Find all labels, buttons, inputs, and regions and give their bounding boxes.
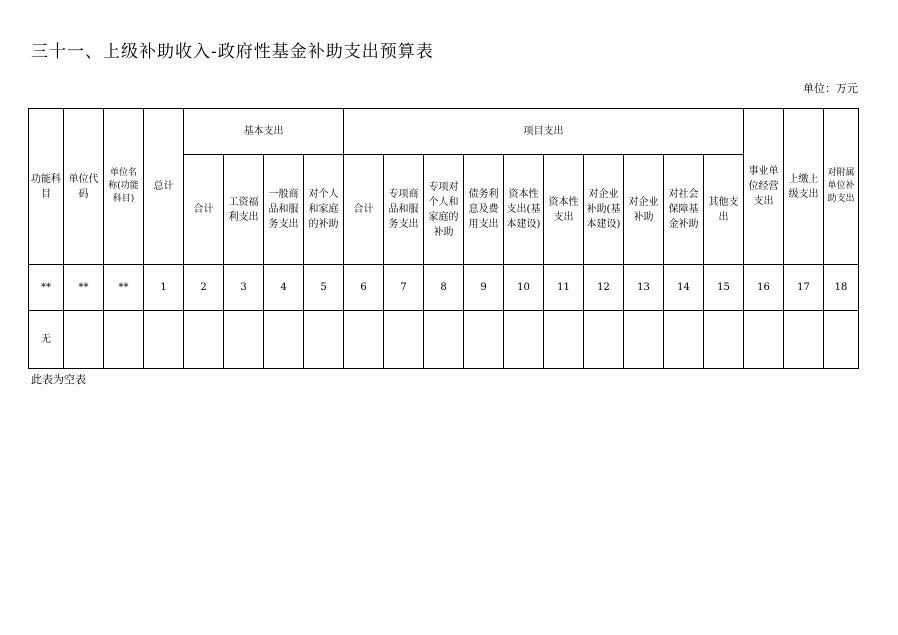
header-cell: 合计 xyxy=(344,155,384,265)
header-cell: 工资福利支出 xyxy=(224,155,264,265)
data-cell xyxy=(104,311,144,369)
index-cell: 7 xyxy=(384,265,424,311)
header-row-groups xyxy=(29,109,859,155)
header-cell: 上缴上级支出 xyxy=(784,109,824,265)
group-header-project: 项目支出 xyxy=(344,109,744,155)
index-cell: 4 xyxy=(264,265,304,311)
page-title: 三十一、上级补助收入-政府性基金补助支出预算表 xyxy=(31,42,434,62)
data-cell xyxy=(704,311,744,369)
header-cell: 功能科目 xyxy=(29,109,64,265)
header-cell: 专项对个人和家庭的补助 xyxy=(424,155,464,265)
index-cell: 12 xyxy=(584,265,624,311)
index-cell: 17 xyxy=(784,265,824,311)
data-cell: 无 xyxy=(29,311,64,369)
header-cell: 对个人和家庭的补助 xyxy=(304,155,344,265)
index-cell: 18 xyxy=(824,265,859,311)
unit-label: 单位：万元 xyxy=(803,82,858,95)
empty-table-note: 此表为空表 xyxy=(31,373,86,386)
data-cell xyxy=(384,311,424,369)
index-cell: 10 xyxy=(504,265,544,311)
header-cell: 其他支出 xyxy=(704,155,744,265)
header-cell: 总计 xyxy=(144,109,184,265)
budget-table xyxy=(28,108,859,369)
data-cell xyxy=(504,311,544,369)
data-cell xyxy=(184,311,224,369)
index-cell: 9 xyxy=(464,265,504,311)
header-cell: 事业单位经营支出 xyxy=(744,109,784,265)
index-cell: 5 xyxy=(304,265,344,311)
header-cell: 对企业补助(基本建设) xyxy=(584,155,624,265)
header-cell: 单位名称(功能科目) xyxy=(104,109,144,265)
index-cell: 14 xyxy=(664,265,704,311)
header-cell: 资本性支出 xyxy=(544,155,584,265)
data-cell xyxy=(224,311,264,369)
header-cell: 合计 xyxy=(184,155,224,265)
index-row xyxy=(29,265,859,311)
index-cell: ** xyxy=(64,265,104,311)
index-cell: ** xyxy=(104,265,144,311)
index-cell: ** xyxy=(29,265,64,311)
group-header-basic: 基本支出 xyxy=(184,109,344,155)
index-cell: 16 xyxy=(744,265,784,311)
header-cell: 对社会保障基金补助 xyxy=(664,155,704,265)
data-cell xyxy=(344,311,384,369)
header-cell: 对企业补助 xyxy=(624,155,664,265)
data-cell xyxy=(144,311,184,369)
index-cell: 11 xyxy=(544,265,584,311)
index-cell: 2 xyxy=(184,265,224,311)
index-cell: 15 xyxy=(704,265,744,311)
data-cell xyxy=(304,311,344,369)
header-cell: 对附属单位补助支出 xyxy=(824,109,859,265)
index-cell: 13 xyxy=(624,265,664,311)
table-row xyxy=(29,311,859,369)
index-cell: 1 xyxy=(144,265,184,311)
index-cell: 8 xyxy=(424,265,464,311)
data-cell xyxy=(744,311,784,369)
header-cell: 专项商品和服务支出 xyxy=(384,155,424,265)
index-cell: 6 xyxy=(344,265,384,311)
header-cell: 债务利息及费用支出 xyxy=(464,155,504,265)
data-cell xyxy=(544,311,584,369)
data-cell xyxy=(824,311,859,369)
data-cell xyxy=(64,311,104,369)
data-cell xyxy=(464,311,504,369)
data-cell xyxy=(784,311,824,369)
data-cell xyxy=(664,311,704,369)
index-cell: 3 xyxy=(224,265,264,311)
header-cell: 单位代码 xyxy=(64,109,104,265)
data-cell xyxy=(424,311,464,369)
header-cell: 一般商品和服务支出 xyxy=(264,155,304,265)
data-cell xyxy=(264,311,304,369)
data-cell xyxy=(584,311,624,369)
header-cell: 资本性支出(基本建设) xyxy=(504,155,544,265)
data-cell xyxy=(624,311,664,369)
